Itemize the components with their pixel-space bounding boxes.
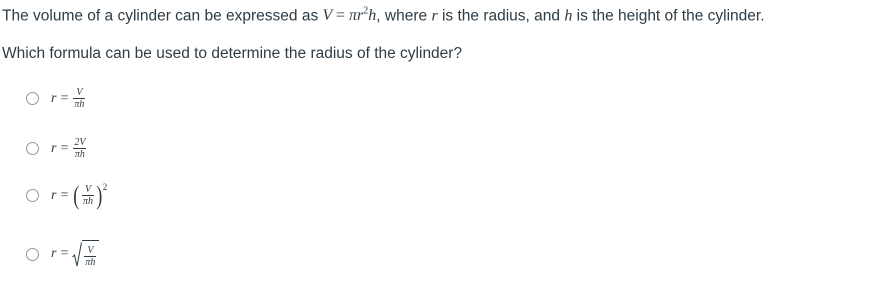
radio-button[interactable]: [26, 189, 39, 202]
question-prompt: Which formula can be used to determine the radius of the cylinder?: [2, 45, 463, 62]
option-formula: [51, 180, 108, 210]
formula-equals: =: [60, 90, 69, 106]
denominator: πh: [74, 149, 85, 160]
numerator: V: [84, 184, 92, 195]
question-statement: [2, 6, 765, 25]
volume-formula: [323, 7, 377, 24]
close-parenthesis: ): [96, 180, 103, 210]
formula-pi: π: [349, 7, 358, 25]
radius-text: is the radius, and: [441, 7, 561, 25]
comma: ,: [376, 7, 381, 25]
formula-lhs: r: [51, 187, 57, 203]
formula-r: r: [357, 7, 364, 25]
square-root: [72, 240, 99, 268]
radius-variable: r: [431, 7, 438, 25]
fraction: [73, 87, 85, 110]
option-formula: [51, 87, 86, 110]
option-formula: [51, 137, 87, 160]
option-formula: [51, 240, 99, 268]
denominator: πh: [74, 99, 85, 110]
answer-option-2[interactable]: [26, 137, 87, 160]
formula-equals: =: [60, 187, 69, 203]
radio-button[interactable]: [26, 92, 39, 105]
fraction: [84, 245, 96, 268]
answer-option-3[interactable]: [26, 180, 108, 210]
formula-h: h: [368, 7, 377, 25]
answer-option-4[interactable]: [26, 240, 99, 268]
fraction: [82, 184, 94, 207]
denominator: πh: [85, 257, 96, 268]
fraction: [73, 137, 86, 160]
denominator: πh: [83, 196, 94, 207]
numerator: V: [87, 245, 94, 256]
formula-lhs: r: [51, 90, 57, 106]
open-parenthesis: (: [73, 180, 80, 210]
where-text: where: [384, 7, 428, 25]
formula-lhs: r: [51, 140, 57, 156]
radio-button[interactable]: [26, 142, 39, 155]
numerator: 2V: [74, 137, 86, 148]
exponent: 2: [102, 182, 108, 192]
radical-sign-icon: [72, 242, 82, 268]
formula-lhs: r: [51, 246, 57, 261]
height-text: is the height of the cylinder.: [576, 7, 765, 25]
answer-option-1[interactable]: [26, 87, 86, 110]
formula-equals: =: [60, 246, 69, 261]
formula-v: V: [322, 7, 332, 25]
formula-exponent: 2: [363, 6, 369, 17]
height-variable: h: [564, 7, 573, 25]
radicand: [82, 240, 99, 268]
radio-button[interactable]: [26, 248, 39, 261]
formula-equals: =: [60, 140, 69, 156]
formula-equals: =: [336, 7, 346, 25]
numerator: V: [76, 87, 83, 98]
question-intro: The volume of a cylinder can be expressed as: [2, 7, 319, 25]
